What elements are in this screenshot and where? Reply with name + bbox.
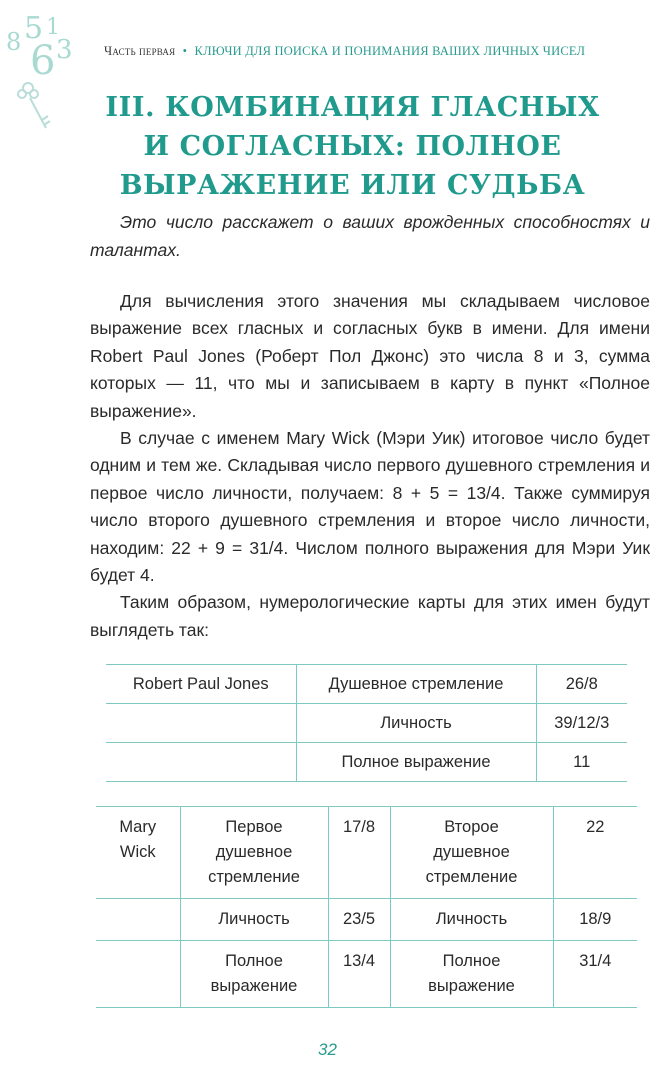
table-cell-label: Полное выражение <box>296 743 536 782</box>
table-row <box>96 899 637 941</box>
table-cell-value: 26/8 <box>536 665 627 704</box>
table-cell-label <box>390 899 553 941</box>
name-line: Wick <box>119 843 156 861</box>
title-line: ВЫРАЖЕНИЕ ИЛИ СУДЬБА <box>119 170 586 201</box>
label-line: Личность <box>435 910 508 928</box>
body-text <box>90 288 650 644</box>
label-line: Второе <box>444 818 499 836</box>
table-cell-value: 22 <box>553 807 637 899</box>
label-line: душевное <box>433 843 510 861</box>
label-line: Первое <box>225 818 283 836</box>
table-cell-label <box>180 941 328 1008</box>
chart-robert-paul-jones <box>106 664 627 782</box>
title-line: И СОГЛАСНЫХ: ПОЛНОЕ <box>143 131 562 162</box>
table-cell-empty <box>96 941 180 1008</box>
table-cell-value: 17/8 <box>328 807 390 899</box>
table-cell-label <box>390 807 553 899</box>
table-cell-label <box>390 941 553 1008</box>
label-line: выражение <box>210 977 298 995</box>
label-line: стремление <box>208 868 300 886</box>
decor-digit: 8 <box>6 28 22 56</box>
table-row <box>96 941 637 1008</box>
table-cell-label <box>180 807 328 899</box>
table-cell-empty <box>106 743 296 782</box>
table-row <box>96 807 637 899</box>
table-cell-value: 13/4 <box>328 941 390 1008</box>
label-line: стремление <box>425 868 518 886</box>
table-row <box>106 704 627 743</box>
section-title <box>80 88 625 205</box>
paragraph: Для вычисления этого значения мы складываем числовое выражение всех гласных и согласных букв в имени. Для имени Robert Paul Jones (Роберт Пол Джонс) это числа 8 и 3, сумма которых — 11, что мы и записываем в карту в пункт «Полное выражение». <box>90 291 650 421</box>
running-head <box>104 44 644 59</box>
table-cell-empty <box>106 704 296 743</box>
decor-digit: 3 <box>56 35 73 65</box>
paragraph: В случае с именем Mary Wick (Мэри Уик) итоговое число будет одним и тем же. Складывая число первого душевного стремления и первое число личности, получаем: 8 + 5 = 13/4. Также суммируя число второго душевного стремления и второе число личности, находим: 22 + 9 = 31/4. Числом полного выражения для Мэри Уик будет 4. <box>90 428 650 586</box>
label-line: Полное <box>225 952 283 970</box>
label-line: Личность <box>218 910 290 928</box>
table-row <box>106 665 627 704</box>
table-cell-label: Личность <box>296 704 536 743</box>
paragraph: Таким образом, нумерологические карты для этих имен будут выглядеть так: <box>90 592 650 640</box>
header-separator: • <box>182 44 188 58</box>
lead-text: Это число расскажет о ваших врожденных способностях и талантах. <box>90 212 650 260</box>
table-cell-value: 11 <box>536 743 627 782</box>
key-icon <box>18 83 50 128</box>
page-number: 32 <box>318 1040 337 1059</box>
table-cell-value: 31/4 <box>553 941 637 1008</box>
decor-digit: 1 <box>46 15 60 40</box>
name-line: Mary <box>119 818 157 836</box>
table-cell-name <box>96 807 180 899</box>
table-cell-empty <box>96 899 180 941</box>
table-cell-name: Robert Paul Jones <box>106 665 296 704</box>
table-cell-value: 18/9 <box>553 899 637 941</box>
table-cell-value: 39/12/3 <box>536 704 627 743</box>
decor-digit: 5 <box>24 11 44 46</box>
table-cell-label <box>180 899 328 941</box>
table-cell-label: Душевное стремление <box>296 665 536 704</box>
part-label: Часть первая <box>104 44 176 58</box>
table-row <box>106 743 627 782</box>
table-cell-value: 23/5 <box>328 899 390 941</box>
decor-digit: 6 <box>30 38 56 84</box>
chart-mary-wick <box>96 806 637 1008</box>
label-line: Полное <box>442 952 501 970</box>
label-line: выражение <box>428 977 515 995</box>
chapter-title: КЛЮЧИ ДЛЯ ПОИСКА И ПОНИМАНИЯ ВАШИХ ЛИЧНЫХ ЧИСЕЛ <box>194 44 586 58</box>
title-line: III. КОМБИНАЦИЯ ГЛАСНЫХ <box>105 92 600 123</box>
label-line: душевное <box>215 843 293 861</box>
